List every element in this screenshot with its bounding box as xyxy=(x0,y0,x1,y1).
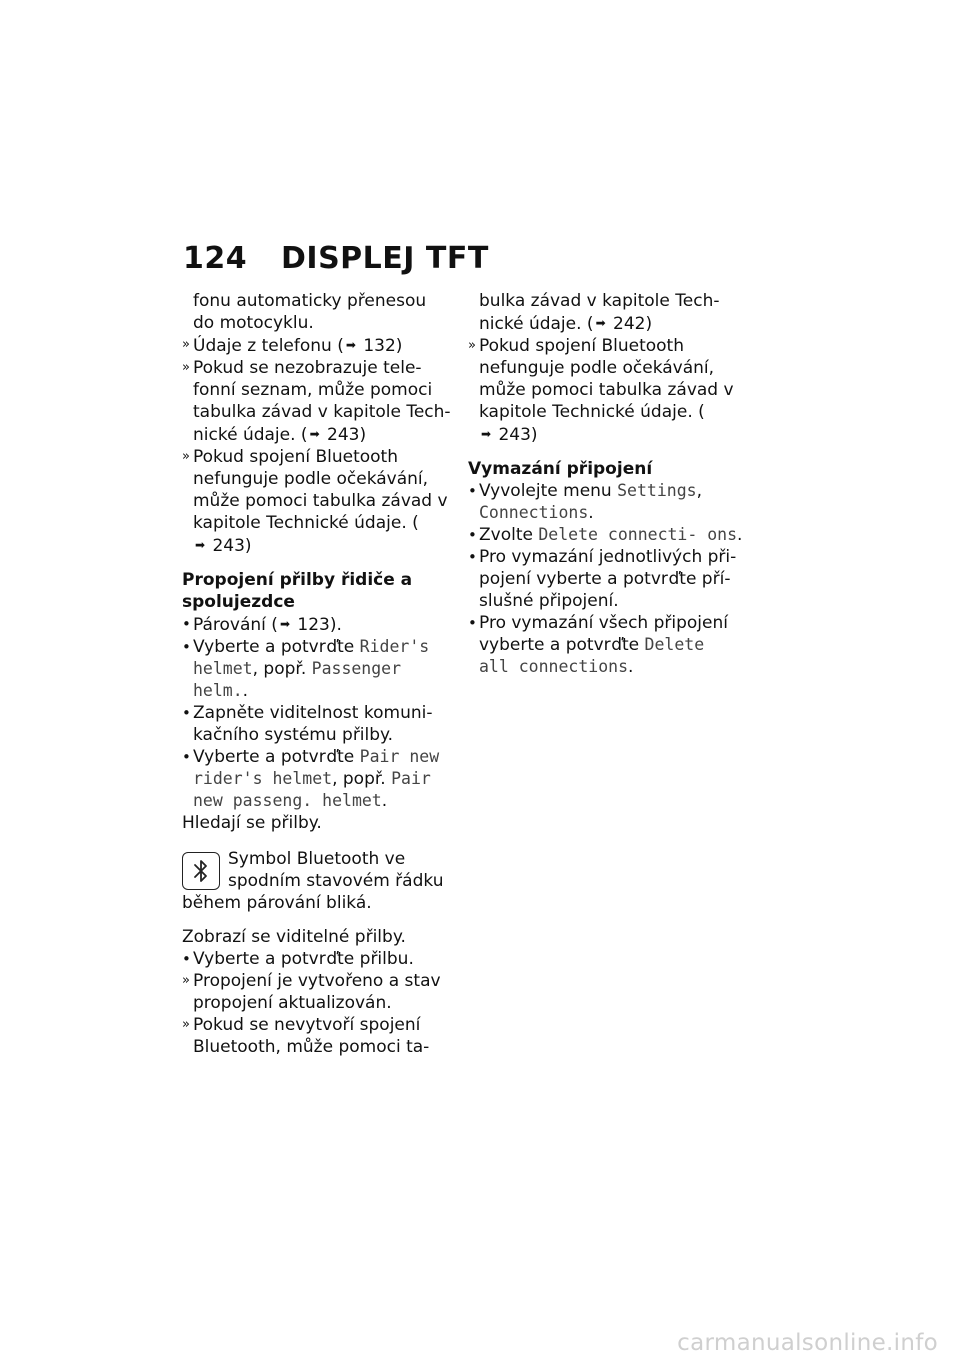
result-text: Pokud spojení Bluetooth nefunguje podle očekávání, může pomoci tabulka závad v kapitole Technické údaje. ( xyxy=(193,447,448,533)
result-item xyxy=(182,334,452,357)
page-reference[interactable] xyxy=(308,425,360,445)
page-header xyxy=(183,241,489,276)
bullet-marker: • xyxy=(182,615,191,633)
reference-page: 243 xyxy=(212,536,245,556)
bullet-item xyxy=(182,702,452,746)
bullet-item xyxy=(468,480,743,524)
section-heading: Vymazání připojení xyxy=(468,459,653,479)
bullet-text: Vyvolejte menu xyxy=(479,481,618,501)
reference-page: 243 xyxy=(498,425,531,445)
result-text: Pokud spojení Bluetooth nefunguje podle očekávání, může pomoci tabulka závad v kapitole Technické údaje. ( xyxy=(479,336,734,422)
status-text: Zobrazí se viditelné přilby. xyxy=(182,927,406,947)
bullet-item xyxy=(468,524,743,546)
continued-text: bulka závad v kapitole Tech- nické údaje. ( xyxy=(479,291,720,334)
bullet-text: Zvolte xyxy=(479,525,539,545)
result-text: Pokud se nevytvoří spojení Bluetooth, může pomoci ta- xyxy=(193,1015,430,1057)
section-heading: Propojení přilby řidiče a spolujezdce xyxy=(182,570,413,612)
bullet-text: Vyberte a potvrďte přilbu. xyxy=(193,949,414,969)
bullet-text: . xyxy=(588,503,594,523)
bullet-text: , popř. xyxy=(332,769,392,789)
bullet-marker: • xyxy=(182,704,191,722)
result-item xyxy=(182,1014,452,1058)
bullet-text: Párování ( xyxy=(193,615,278,635)
result-marker: » xyxy=(182,360,190,375)
paren: ) xyxy=(395,336,403,356)
arrow-icon: ➡ xyxy=(309,427,320,441)
bullet-marker: • xyxy=(468,526,477,544)
menu-option: Passenger helm. xyxy=(193,659,402,700)
result-item xyxy=(182,446,452,557)
bullet-marker: • xyxy=(468,548,477,566)
result-text: Údaje z telefonu ( xyxy=(193,336,344,356)
reference-page: 132 xyxy=(363,336,396,356)
page-reference[interactable] xyxy=(344,336,396,356)
bullet-marker: • xyxy=(182,638,191,656)
paren: ). xyxy=(329,615,342,635)
reference-page: 123 xyxy=(297,615,330,635)
result-text: Propojení je vytvořeno a stav propojení aktualizován. xyxy=(193,971,441,1013)
bullet-text: . xyxy=(737,525,743,545)
menu-option: Pair new passeng. helmet xyxy=(193,769,431,810)
menu-option: Pair new rider's helmet xyxy=(193,747,440,788)
bullet-item xyxy=(468,612,743,678)
bluetooth-icon xyxy=(182,852,220,890)
result-item xyxy=(182,357,452,446)
paren: ) xyxy=(530,425,538,445)
paren: ) xyxy=(645,314,653,334)
bullet-marker: • xyxy=(182,950,191,968)
bluetooth-note xyxy=(182,848,452,914)
page-reference[interactable] xyxy=(594,314,646,334)
arrow-icon: ➡ xyxy=(279,617,290,631)
result-marker: » xyxy=(182,337,190,352)
result-item xyxy=(468,335,743,446)
page-reference[interactable] xyxy=(479,425,531,445)
bluetooth-note-text: Symbol Bluetooth ve spodním stavovém řádku během párování bliká. xyxy=(182,849,444,913)
bullet-text: Zapněte viditelnost komuni- kačního systému přilby. xyxy=(193,703,433,745)
bullet-text: . xyxy=(381,791,388,811)
arrow-icon: ➡ xyxy=(195,538,206,552)
bullet-marker: • xyxy=(468,614,477,632)
menu-option: Settings xyxy=(617,481,697,500)
arrow-icon: ➡ xyxy=(345,338,356,352)
paren: ) xyxy=(359,425,367,445)
paren: ) xyxy=(244,536,252,556)
bullet-text: Vyberte a potvrďte xyxy=(193,637,360,657)
left-column xyxy=(182,290,452,1058)
menu-option: Delete all connections xyxy=(479,635,705,676)
page-reference[interactable] xyxy=(193,536,245,556)
result-marker: » xyxy=(468,338,476,353)
list-item xyxy=(468,290,743,335)
right-column xyxy=(468,290,743,678)
bullet-item xyxy=(182,613,452,636)
chapter-title: DISPLEJ TFT xyxy=(281,241,489,276)
result-marker: » xyxy=(182,449,190,464)
reference-page: 242 xyxy=(613,314,646,334)
menu-option: Delete connecti- ons xyxy=(538,525,738,544)
arrow-icon: ➡ xyxy=(481,427,492,441)
bullet-text: , popř. xyxy=(252,659,312,679)
bullet-item xyxy=(182,948,452,970)
menu-option: Connections xyxy=(479,503,589,522)
bullet-text: Pro vymazání jednotlivých při- pojení vyberte a potvrďte pří- slušné připojení. xyxy=(479,547,737,611)
result-item xyxy=(182,970,452,1014)
bullet-item xyxy=(182,746,452,812)
watermark: carmanualsonline.info xyxy=(677,1330,938,1356)
bullet-item xyxy=(468,546,743,612)
result-marker: » xyxy=(182,973,190,988)
menu-option: Rider's helmet xyxy=(193,637,430,678)
reference-page: 243 xyxy=(327,425,360,445)
page-reference[interactable] xyxy=(278,615,330,635)
list-item xyxy=(182,290,452,334)
result-text: Pokud se nezobrazuje tele- fonní seznam, může pomoci tabulka závad v kapitole Tech- nické údaje. ( xyxy=(193,358,451,445)
bullet-text: . xyxy=(628,657,634,677)
status-text: Hledají se přilby. xyxy=(182,813,322,833)
bullet-marker: • xyxy=(182,748,191,766)
result-marker: » xyxy=(182,1017,190,1032)
bullet-text: Vyberte a potvrďte xyxy=(193,747,360,767)
intro-text: fonu automaticky přenesou do motocyklu. xyxy=(193,291,427,333)
bullet-item xyxy=(182,636,452,702)
bullet-marker: • xyxy=(468,482,477,500)
page-number: 124 xyxy=(183,241,248,276)
arrow-icon: ➡ xyxy=(595,316,606,330)
bullet-text: , xyxy=(696,481,702,501)
bullet-text: Pro vymazání všech připojení vyberte a potvrďte xyxy=(479,613,728,655)
bullet-text: . xyxy=(242,681,249,701)
